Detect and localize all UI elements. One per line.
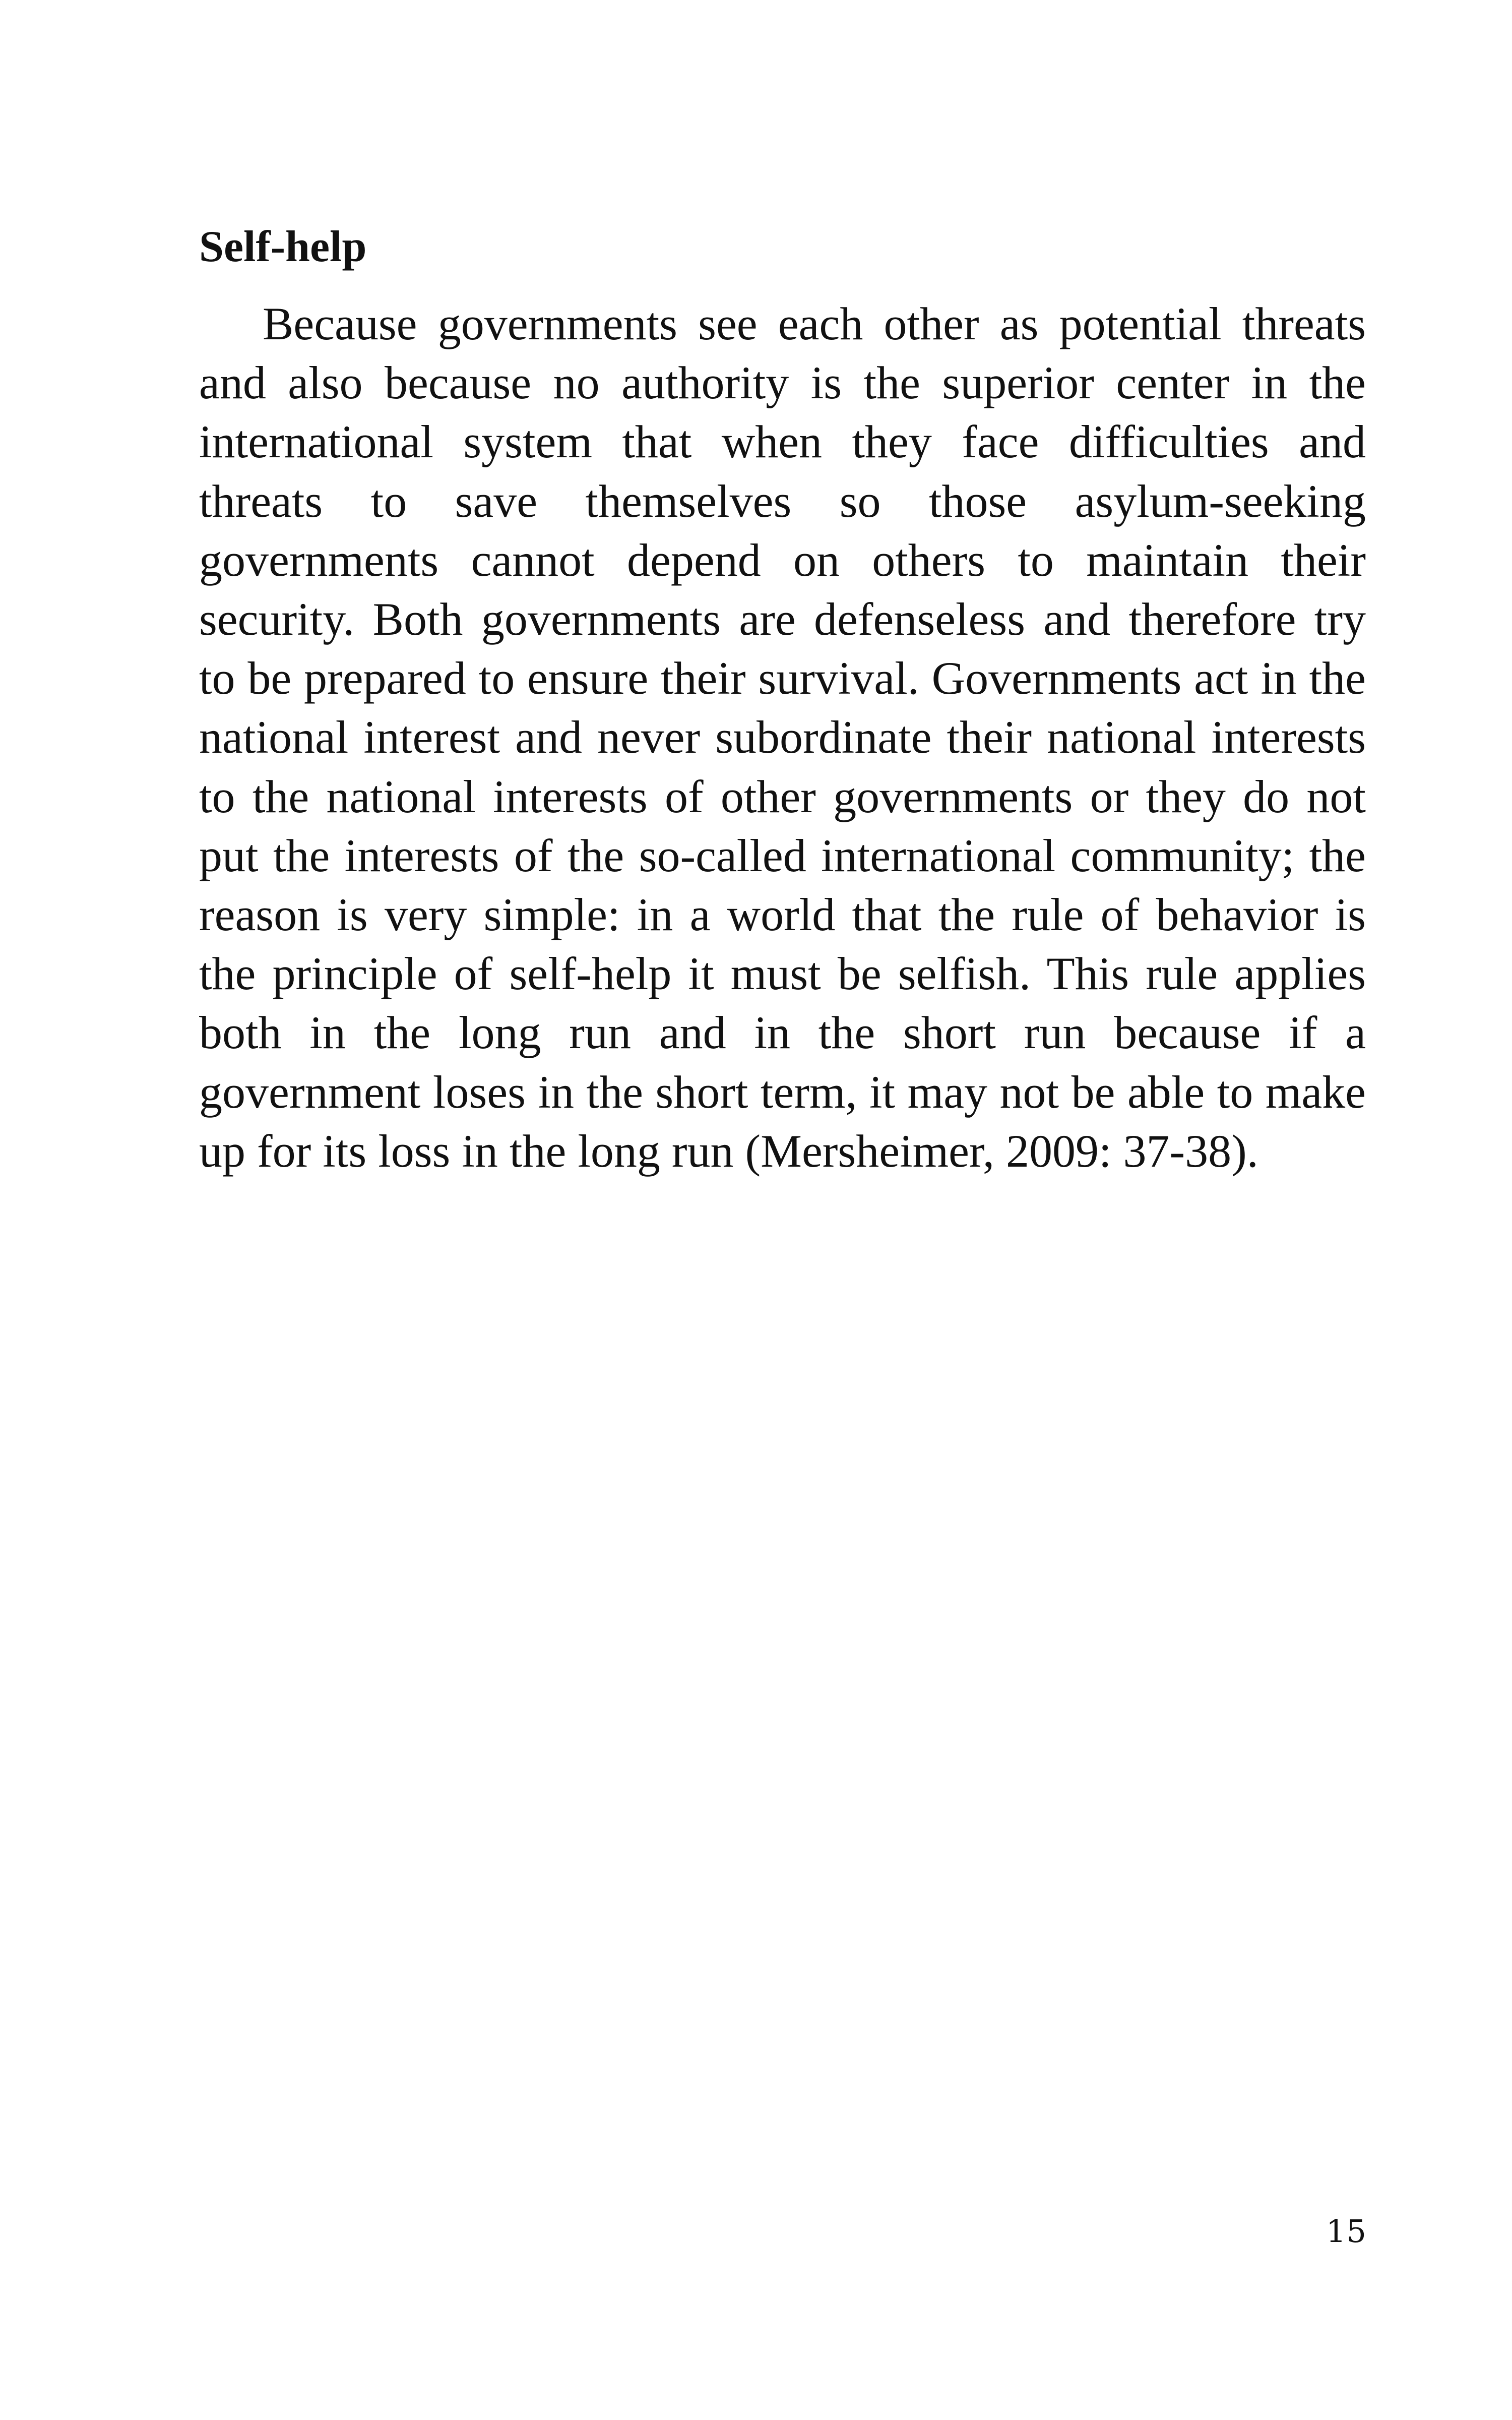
section-self-help — [199, 217, 1366, 1181]
section-heading: Self-help — [199, 222, 367, 271]
body-paragraph: Because governments see each other as potential threats and also because no authority is the superior center in the international system that when they face difficulties and threats to save themselves so those asylum-seeking governments cannot depend on others to maintain their security. Both governments are defenseless and therefore try to be prepared to ensure their survival. Governments act in the national interest and never subordinate their national interests to the national interests of other governments or they do not put the interests of the so-called international community; the reason is very simple: in a world that the rule of behavior is the principle of self-help it must be selfish. This rule applies both in the long run and in the short run because if a government loses in the short term, it may not be able to make up for its loss in the long run (Mersheimer, 2009: 37-38). — [199, 298, 1366, 1177]
page-number: 15 — [1326, 2213, 1367, 2250]
